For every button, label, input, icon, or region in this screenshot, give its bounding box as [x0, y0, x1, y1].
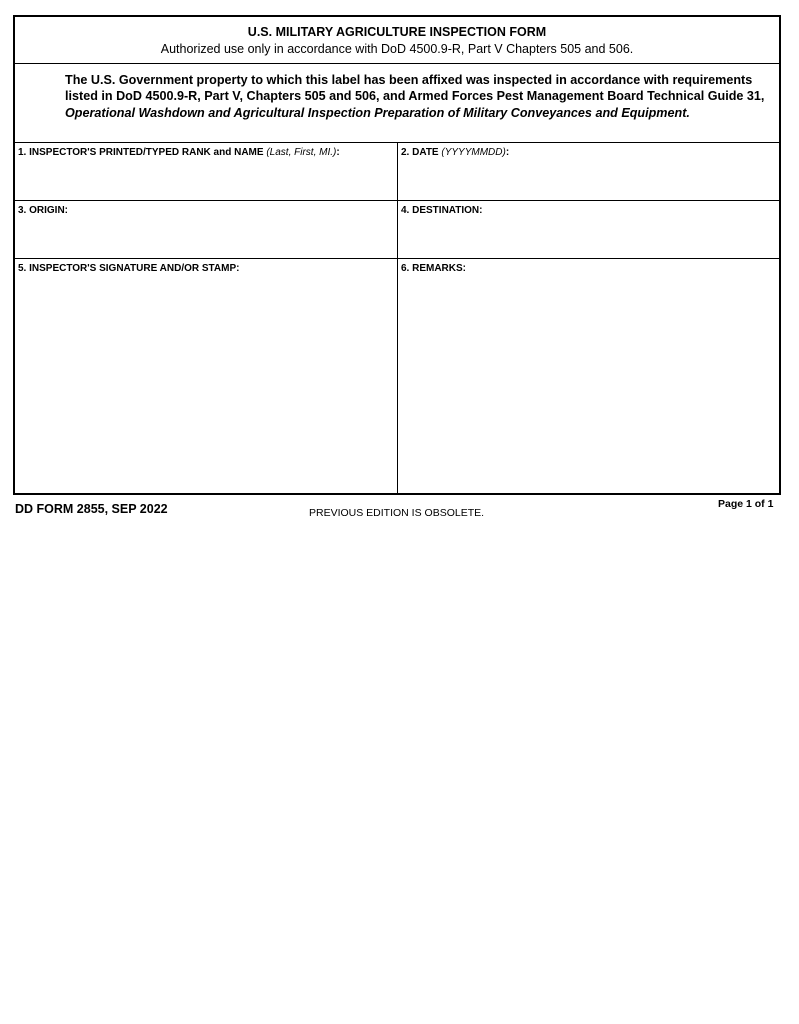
form-subtitle: Authorized use only in accordance with DoD 4500.9-R, Part V Chapters 505 and 506.	[160, 42, 634, 56]
inspection-form	[13, 15, 781, 495]
inspector-name-label-text: 1. INSPECTOR'S PRINTED/TYPED RANK and NAME	[18, 147, 267, 158]
statement-text	[65, 72, 777, 121]
date-label-suffix: :	[505, 147, 510, 158]
form-row-1	[15, 143, 779, 201]
date-field[interactable]	[401, 161, 776, 197]
origin-cell	[15, 201, 398, 258]
inspector-name-label	[18, 147, 340, 158]
form-number: DD FORM 2855, SEP 2022	[15, 502, 168, 516]
form-header	[15, 17, 779, 64]
inspector-name-hint: (Last, First, MI.)	[266, 147, 337, 158]
date-label-text: 2. DATE	[401, 147, 442, 158]
remarks-cell	[398, 259, 779, 495]
inspector-name-cell	[15, 143, 398, 200]
destination-label: 4. DESTINATION:	[401, 205, 483, 216]
inspection-statement	[15, 64, 779, 143]
form-row-3	[15, 259, 779, 495]
signature-label: 5. INSPECTOR'S SIGNATURE AND/OR STAMP:	[18, 263, 240, 274]
signature-field[interactable]	[18, 277, 394, 492]
signature-cell	[15, 259, 398, 495]
page-number: Page 1 of 1	[718, 498, 774, 510]
inspector-name-label-suffix: :	[336, 147, 340, 158]
destination-cell	[398, 201, 779, 258]
date-cell	[398, 143, 779, 200]
remarks-label: 6. REMARKS:	[401, 263, 467, 274]
remarks-field[interactable]	[401, 277, 776, 492]
form-title: U.S. MILITARY AGRICULTURE INSPECTION FORM	[247, 25, 547, 39]
statement-body: The U.S. Government property to which this label has been affixed was inspected in accordance with requirements listed in DoD 4500.9-R, Part V, Chapters 505 and 506, and Armed Forces Pest Management Board Technical Guide 31,	[65, 73, 765, 104]
inspector-name-field[interactable]	[18, 161, 394, 197]
form-row-2	[15, 201, 779, 259]
origin-label: 3. ORIGIN:	[18, 205, 69, 216]
date-label	[401, 147, 509, 158]
statement-guide-title: Operational Washdown and Agricultural Inspection Preparation of Military Conveyances and Equipment.	[65, 105, 690, 120]
origin-field[interactable]	[18, 219, 394, 255]
date-hint: (YYYYMMDD)	[441, 147, 506, 158]
destination-field[interactable]	[401, 219, 776, 255]
edition-note: PREVIOUS EDITION IS OBSOLETE.	[309, 507, 485, 519]
